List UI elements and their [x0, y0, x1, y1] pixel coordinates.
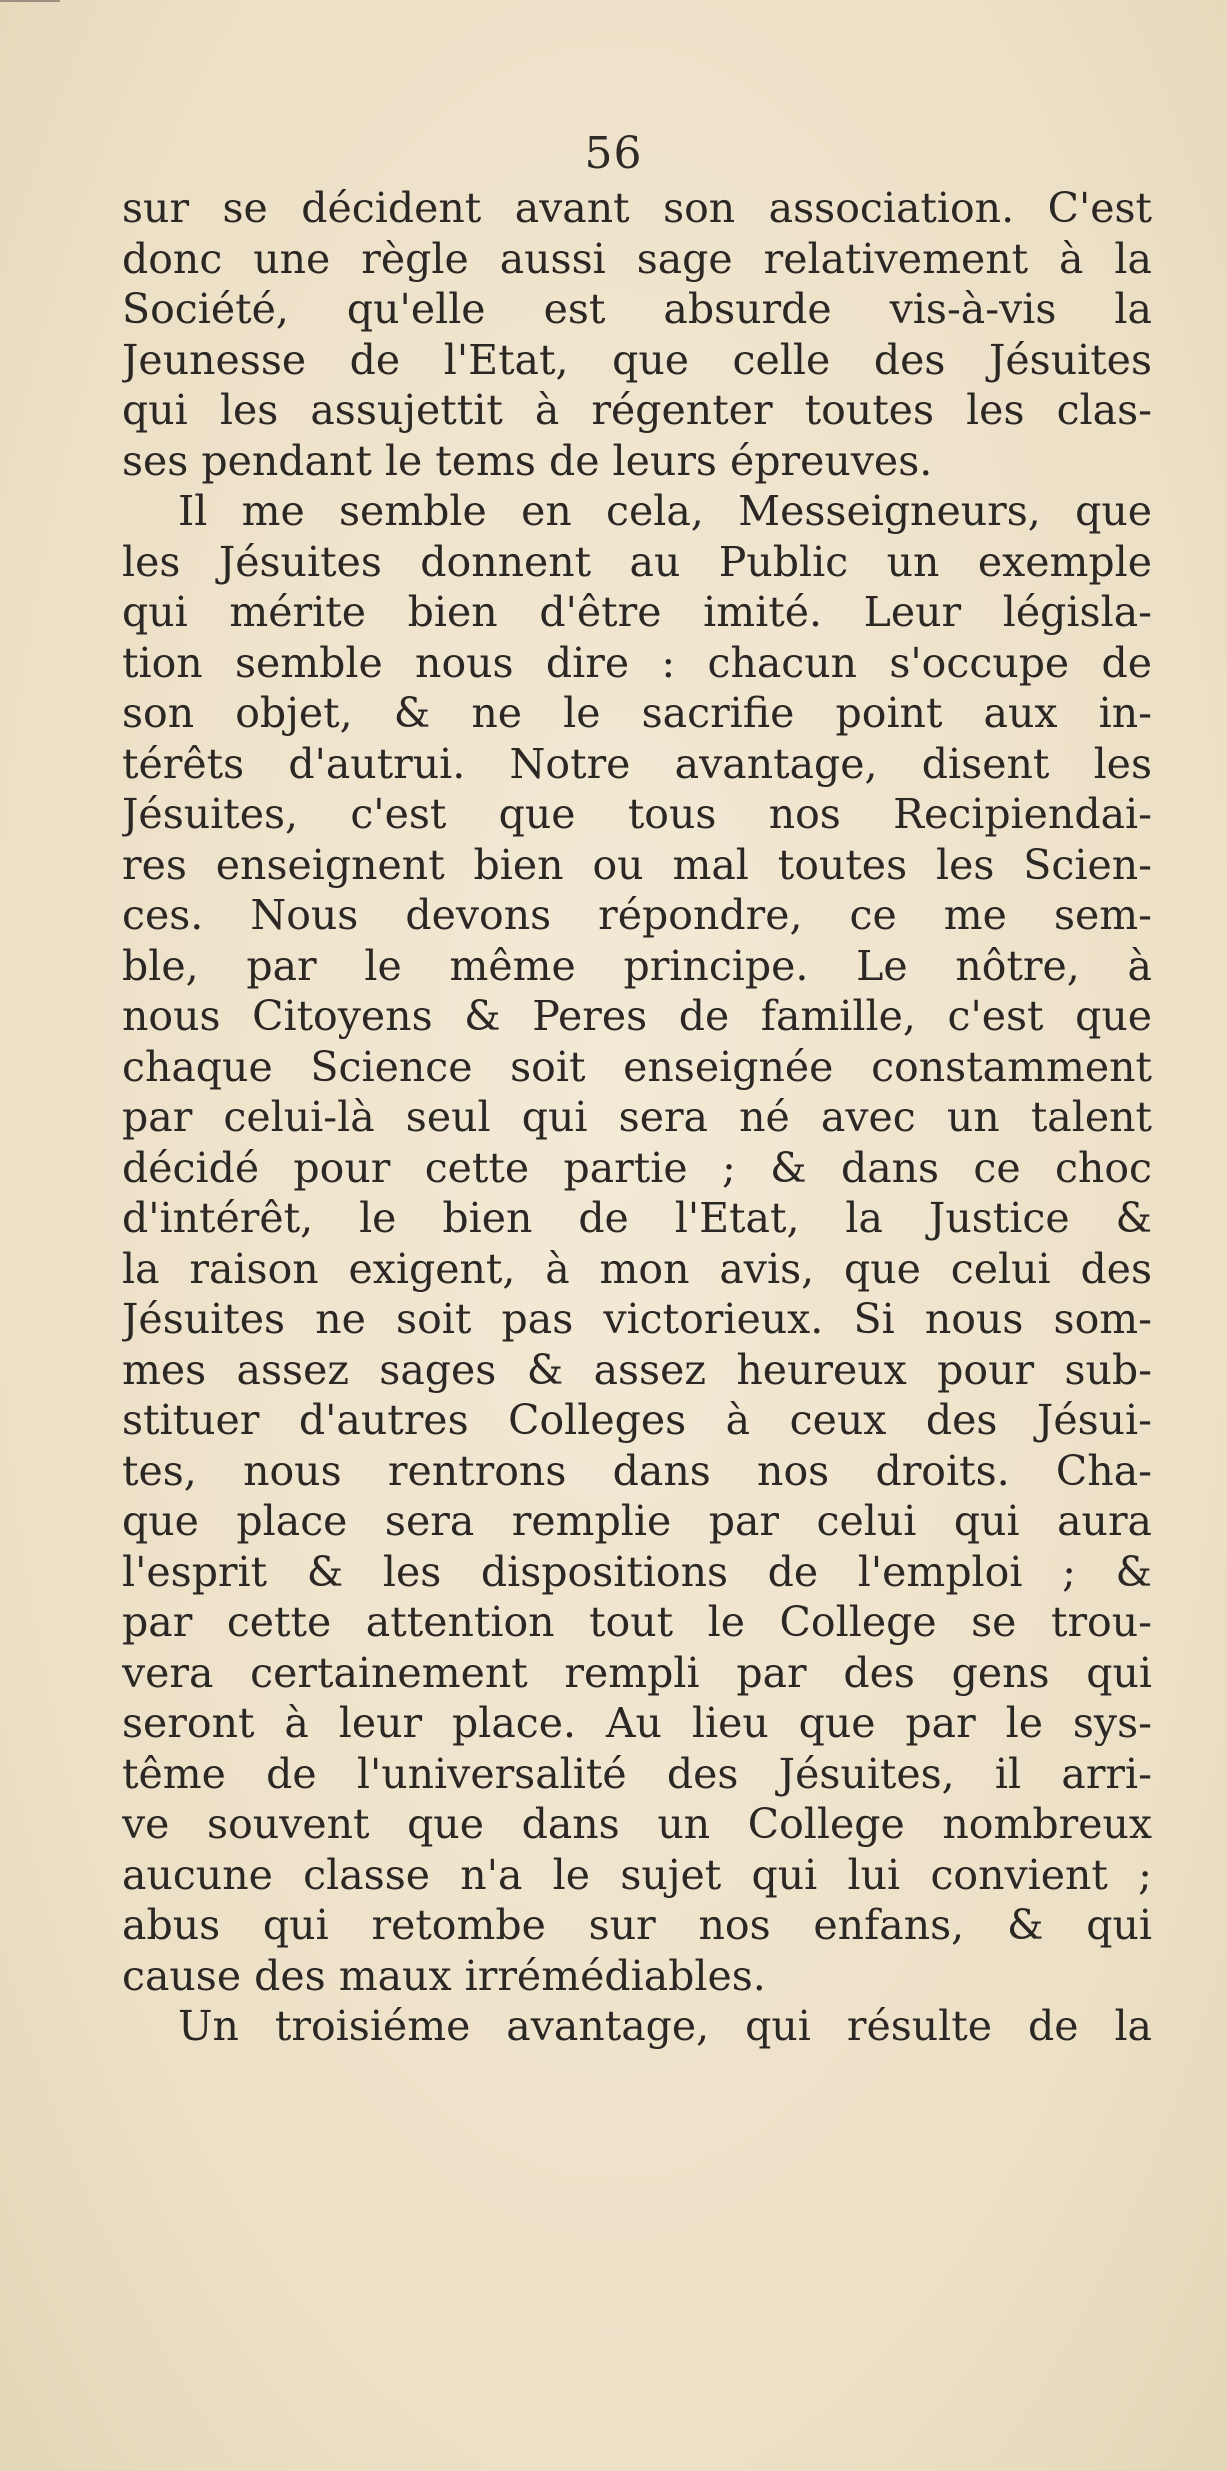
- text-line: son objet, & ne le sacrifie point aux in-: [122, 689, 1152, 737]
- text-line: Société, qu'elle est absurde vis-à-vis la: [122, 285, 1152, 333]
- text-line: l'esprit & les dispositions de l'emploi ; &: [122, 1547, 1152, 1596]
- text-line: qui mérite bien d'être imité. Leur législa-: [122, 588, 1152, 636]
- text-line: sur se décident avant son association. C'est: [122, 184, 1152, 232]
- text-line: nous Citoyens & Peres de famille, c'est que: [122, 992, 1152, 1040]
- text-line: tême de l'universalité des Jésuites, il arri-: [122, 1749, 1152, 1798]
- text-line: stituer d'autres Colleges à ceux des Jésui-: [122, 1396, 1152, 1444]
- text-line: vera certainement rempli par des gens qui: [122, 1648, 1152, 1697]
- text-line: Jésuites ne soit pas victorieux. Si nous som-: [122, 1295, 1152, 1343]
- text-line: la raison exigent, à mon avis, que celui des: [122, 1244, 1152, 1293]
- text-line: que place sera remplie par celui qui aura: [122, 1497, 1152, 1545]
- text-line: aucune classe n'a le sujet qui lui convient ;: [122, 1850, 1152, 1899]
- body-text: [122, 183, 1152, 2052]
- page-number: 56: [584, 128, 643, 179]
- text-line: les Jésuites donnent au Public un exemple: [122, 537, 1152, 586]
- text-line: par cette attention tout le College se trou-: [122, 1598, 1152, 1646]
- text-line: d'intérêt, le bien de l'Etat, la Justice &: [122, 1194, 1152, 1242]
- text-line: donc une règle aussi sage relativement à la: [122, 234, 1152, 283]
- text-line: chaque Science soit enseignée constamment: [122, 1042, 1152, 1091]
- text-line: cause des maux irrémédiables.: [122, 1951, 766, 2000]
- text-line: Un troisiéme avantage, qui résulte de la: [178, 2002, 1152, 2050]
- text-line: tes, nous rentrons dans nos droits. Cha-: [122, 1446, 1152, 1495]
- text-line: res enseignent bien ou mal toutes les Scien-: [122, 840, 1152, 889]
- text-line: ses pendant le tems de leurs épreuves.: [122, 436, 933, 485]
- text-line: Il me semble en cela, Messeigneurs, que: [178, 487, 1152, 535]
- text-line: Jésuites, c'est que tous nos Recipiendai-: [122, 790, 1152, 838]
- text-line: tion semble nous dire : chacun s'occupe de: [122, 638, 1152, 687]
- text-line: décidé pour cette partie ; & dans ce choc: [122, 1143, 1152, 1192]
- text-line: seront à leur place. Au lieu que par le sys-: [122, 1699, 1152, 1747]
- text-line: qui les assujettit à régenter toutes les clas-: [122, 386, 1152, 434]
- text-line: ve souvent que dans un College nombreux: [122, 1800, 1152, 1848]
- text-line: par celui-là seul qui sera né avec un talent: [122, 1093, 1152, 1141]
- page-edge-mark: [0, 0, 60, 2]
- text-line: Jeunesse de l'Etat, que celle des Jésuites: [122, 335, 1152, 384]
- text-line: térêts d'autrui. Notre avantage, disent les: [122, 739, 1152, 788]
- text-line: ble, par le même principe. Le nôtre, à: [122, 941, 1152, 990]
- text-line: abus qui retombe sur nos enfans, & qui: [122, 1901, 1152, 1949]
- text-line: mes assez sages & assez heureux pour sub-: [122, 1345, 1152, 1394]
- text-line: ces. Nous devons répondre, ce me sem-: [122, 891, 1152, 939]
